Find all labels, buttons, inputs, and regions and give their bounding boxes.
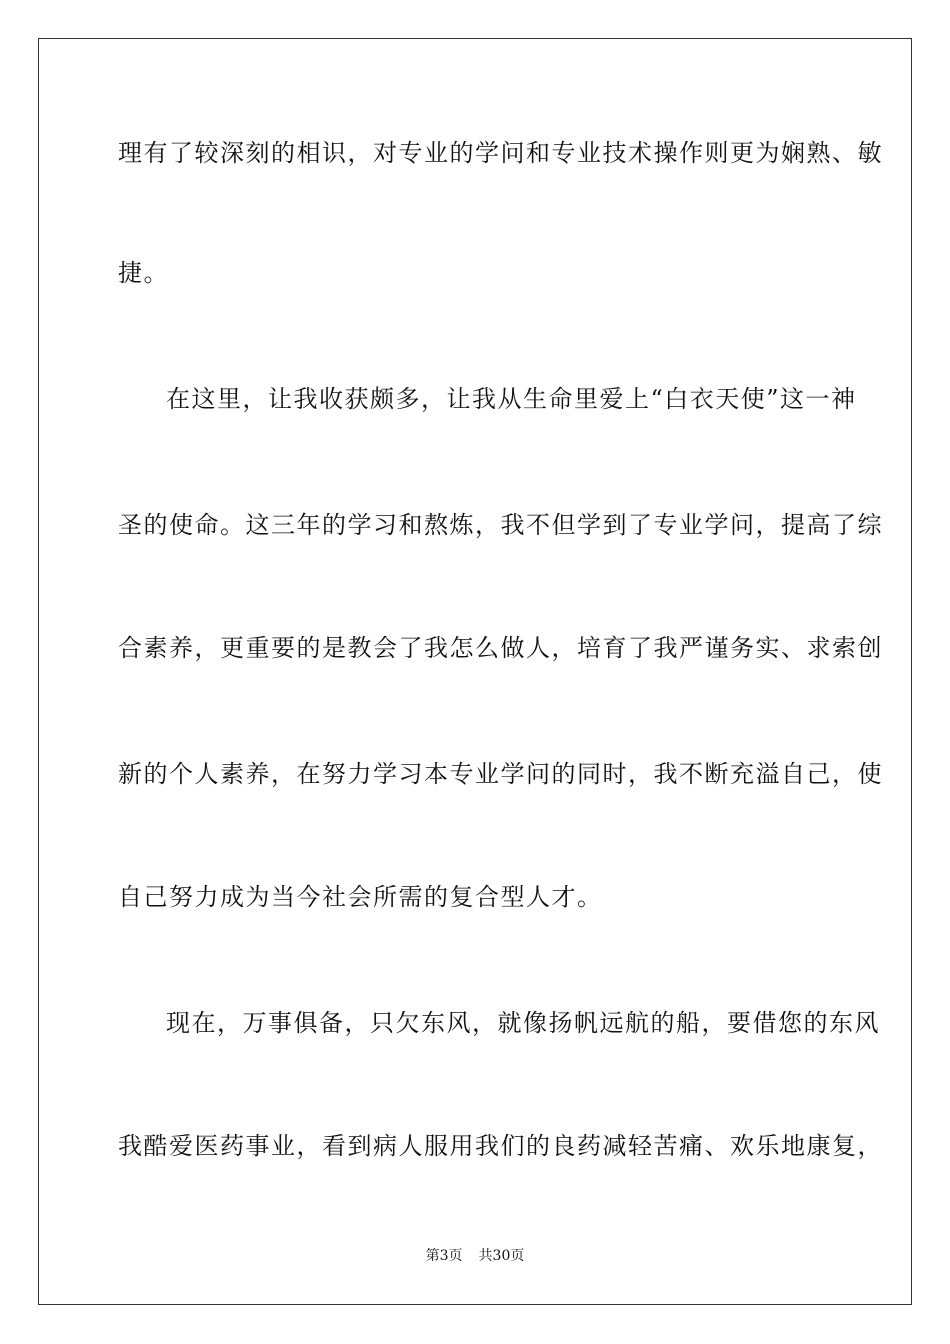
body-text-line: 现在，万事俱备，只欠东风，就像扬帆远航的船，要借您的东风 — [166, 1009, 880, 1037]
body-text-line: 圣的使命。这三年的学习和熬炼，我不但学到了专业学问，提高了综 — [118, 511, 883, 539]
page-border — [38, 38, 912, 1305]
page-footer — [0, 1247, 950, 1265]
body-text-line: 我酷爱医药事业，看到病人服用我们的良药减轻苦痛、欢乐地康复， — [118, 1132, 883, 1160]
body-text-line: 捷。 — [118, 259, 169, 287]
page-total: 共30页 — [478, 1248, 525, 1264]
body-text-line: 合素养，更重要的是教会了我怎么做人，培育了我严谨务实、求索创 — [118, 634, 883, 662]
body-text-line: 新的个人素养，在努力学习本专业学问的同时，我不断充溢自己，使 — [118, 760, 883, 788]
body-text-line: 自己努力成为当今社会所需的复合型人才。 — [118, 883, 603, 911]
body-text-line: 理有了较深刻的相识，对专业的学问和专业技术操作则更为娴熟、敏 — [118, 139, 883, 167]
page-number: 第3页 — [425, 1248, 463, 1264]
body-text-line: 在这里，让我收获颇多，让我从生命里爱上“白衣天使”这一神 — [166, 385, 857, 413]
